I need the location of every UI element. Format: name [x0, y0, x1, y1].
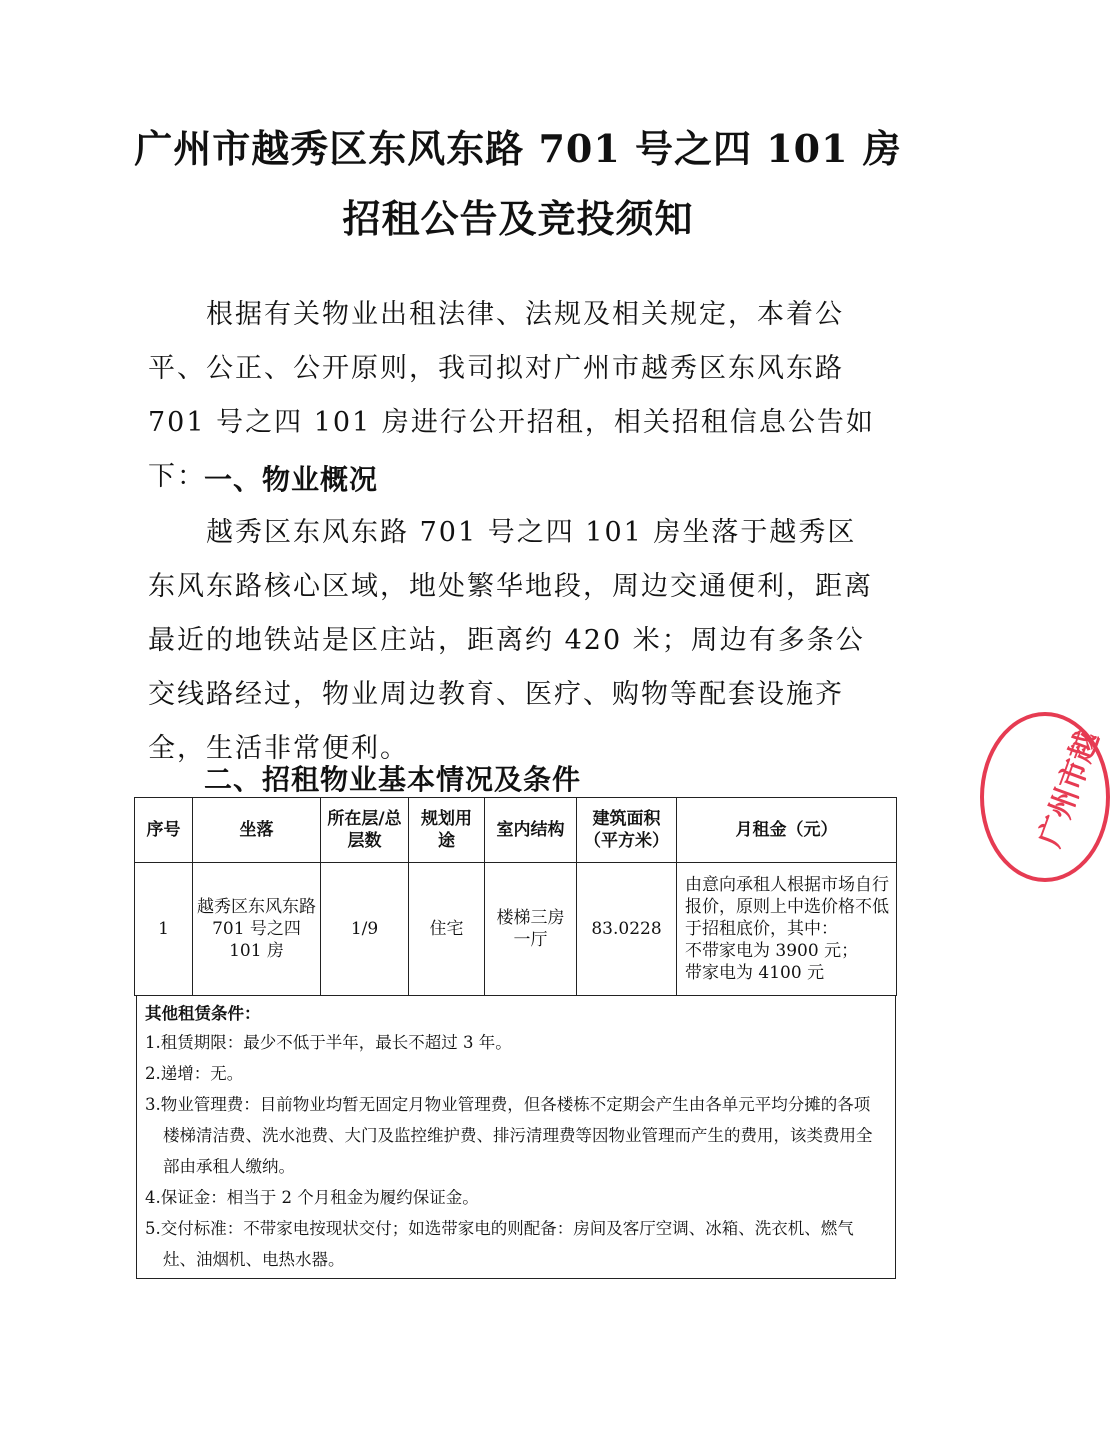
header-no: 序号	[135, 798, 193, 863]
property-table	[134, 797, 897, 996]
rent-with-appliances: 带家电为 4100 元	[685, 963, 825, 983]
header-floor: 所在层/总层数	[321, 798, 409, 863]
table-header-row	[135, 798, 897, 863]
condition-item: 1.租赁期限：最少不低于半年，最长不超过 3 年。	[145, 1033, 512, 1052]
rent-note: 由意向承租人根据市场自行报价，原则上中选价格不低于招租底价，其中：	[685, 875, 889, 939]
header-rent: 月租金（元）	[677, 798, 897, 863]
cell-rent	[677, 863, 897, 996]
conditions-title: 其他租赁条件：	[145, 1004, 261, 1023]
condition-item: 3.物业管理费：目前物业均暂无固定月物业管理费，但各楼栋不定期会产生由各单元平均分摊的各项楼梯清洁费、洗水池费、大门及监控维护费、排污清理费等因物业管理而产生的费用，该类费用全部由承租人缴纳。	[145, 1095, 873, 1176]
condition-item: 5.交付标准：不带家电按现状交付；如选带家电的则配备：房间及客厅空调、冰箱、洗衣机、燃气灶、油烟机、电热水器。	[145, 1219, 854, 1269]
condition-item: 2.递增：无。	[145, 1064, 244, 1083]
header-structure: 室内结构	[485, 798, 577, 863]
intro-text: 根据有关物业出租法律、法规及相关规定，本着公平、公正、公开原则，我司拟对广州市越秀区东风东路 701 号之四 101 房进行公开招租，相关招租信息公告如下：	[148, 299, 875, 492]
official-seal-stamp	[980, 712, 1110, 882]
cell-area: 83.0228	[577, 863, 677, 996]
document-title-line1: 广州市越秀区东风东路 701 号之四 101 房	[134, 126, 902, 171]
condition-item: 4.保证金：相当于 2 个月租金为履约保证金。	[145, 1188, 479, 1207]
table-row	[135, 863, 897, 996]
section2-heading: 二、招租物业基本情况及条件	[204, 763, 582, 796]
header-area: 建筑面积（平方米）	[577, 798, 677, 863]
header-location: 坐落	[193, 798, 321, 863]
section1-paragraph	[148, 506, 878, 776]
other-conditions-box	[136, 995, 896, 1279]
document-title-line2: 招租公告及竞投须知	[342, 196, 694, 241]
cell-use: 住宅	[409, 863, 485, 996]
rent-without-appliances: 不带家电为 3900 元；	[685, 941, 859, 961]
cell-location: 越秀区东风东路 701 号之四 101 房	[193, 863, 321, 996]
cell-floor: 1/9	[321, 863, 409, 996]
stamp-text: 广州市越	[1032, 726, 1107, 852]
cell-no: 1	[135, 863, 193, 996]
section1-text: 越秀区东风东路 701 号之四 101 房坐落于越秀区东风东路核心区域，地处繁华地段，周边交通便利，距离最近的地铁站是区庄站，距离约 420 米；周边有多条公交线路经过，物业周边教育、医疗、购物等配套设施齐全，生活非常便利。	[148, 517, 873, 764]
section1-heading: 一、物业概况	[204, 463, 379, 496]
header-use: 规划用途	[409, 798, 485, 863]
cell-structure: 楼梯三房一厅	[485, 863, 577, 996]
